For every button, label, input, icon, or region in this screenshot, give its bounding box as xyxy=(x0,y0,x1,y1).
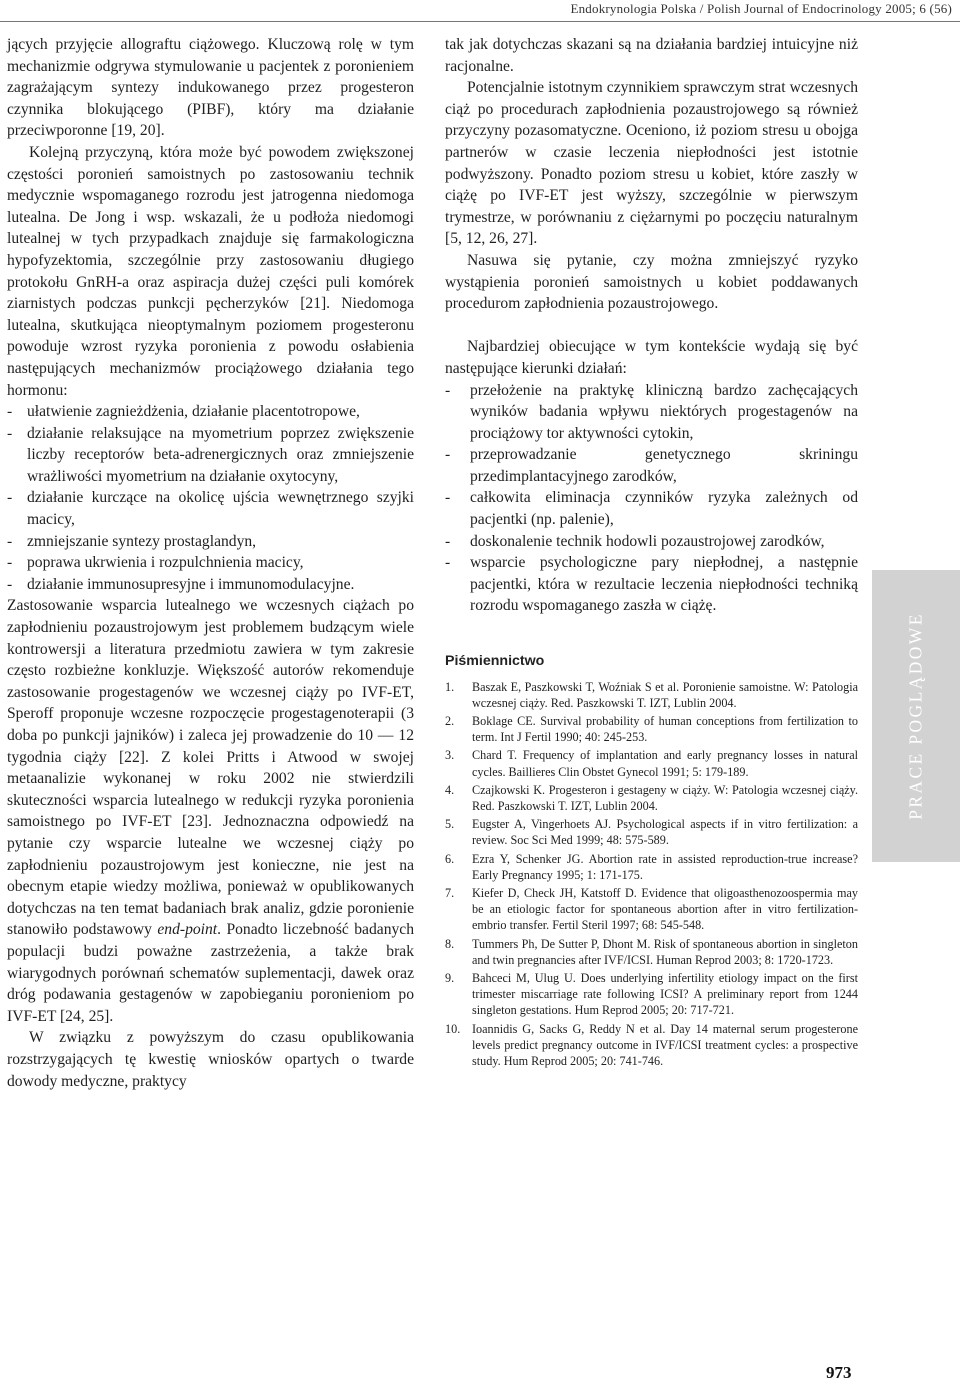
references-list xyxy=(445,679,858,1070)
reference-item xyxy=(445,816,858,848)
list-item-text: całkowita eliminacja czynników ryzyka zależnych od pacjentki (np. palenie), xyxy=(470,489,858,529)
list-item xyxy=(7,423,414,488)
dash-marker: - xyxy=(7,424,13,442)
reference-text: Chard T. Frequency of implantation and early pregnancy losses in natural cycles. Baillieres Clin Obstet Gynecol 1991; 5: 179-189. xyxy=(472,748,858,779)
reference-text: Kiefer D, Check JH, Katstoff D. Evidence that oligoasthenozoospermia may be an etiologic factor for spontaneous abortion after in vitro fertilization-embrio transfer. Fertil Steril 1997; 68: 545-548. xyxy=(472,886,858,933)
dash-marker: - xyxy=(7,489,13,507)
reference-number: 9. xyxy=(445,971,455,986)
reference-item xyxy=(445,936,858,968)
paragraph-text: Zastosowanie wsparcia lutealnego we wczesnych ciążach po zapłodnieniu pozaustrojowym jest problemem budzącym wiele kontrowersji a literatura przedmiotu zawiera w tym zakresie często rozbieżne konkluzje. Większość autorów rekomenduje zastosowanie progestagenów we wczesnej ciąży po IVF-ET, Speroff proponuje wczesne rozpoczęcie progestagenoterapii (3 doba po punkcji jajników) i zaleca jej prowadzenie do 10 — 12 tygodnia ciąży [22]. Z kolei Pritts i Atwood w swojej metaanalizie wykonanej w roku 2002 nie stwierdzili skuteczności wsparcia lutealnego w redukcji ryzyka poronienia samoistnego po IVF-ET [23]. Jednoznaczna odpowiedź na pytanie czy wsparcie lutealne we wczesnej ciąży po zapłodnieniu pozaustrojowym jest konieczne, nie jest na obecnym etapie wiedzy możliwa, ponieważ w opublikowanych dotychczas na ten temat badaniach brak analiz, gdzie poronienie stanowiło podstawowy xyxy=(7,597,414,939)
right-column xyxy=(445,34,858,1071)
reference-text: Tummers Ph, De Sutter P, Dhont M. Risk of spontaneous abortion in singleton and twin pregnancies after IVF/ICSI. Human Reprod 2003; 8: 1720-1723. xyxy=(472,936,858,967)
list-item-text: działanie immunosupresyjne i immunomodulacyjne. xyxy=(27,575,355,593)
paragraph-spacer xyxy=(445,617,858,639)
reference-number: 2. xyxy=(445,714,455,729)
list-item-text: wsparcie psychologiczne pary niepłodnej, a następnie pacjentki, która w rezultacie leczenia niepłodności techniką rozrodu wspomaganego zaszła w ciążę. xyxy=(470,554,858,615)
list-item xyxy=(7,401,414,423)
reference-number: 1. xyxy=(445,679,455,694)
reference-text: Ioannidis G, Sacks G, Reddy N et al. Day 14 maternal serum progesterone levels predict pregnancy outcome in IVF/ICSI treatment cycles: a prospective study. Hum Reprod 2005; 20: 741-746. xyxy=(472,1021,858,1069)
paragraph: Kolejną przyczyną, która może być powodem zwiększonej częstości poronień samoistnych po zastosowaniu technik medycznie wspomaganego rozrodu jest jatrogenna niedomoga lutealna. De Jong i wsp. wskazali, że u podłoża niedomogi lutealnej w tych przypadkach znajduje się farmakologiczna hypofyzektomia, szczególnie przy zastosowaniu długiego protokołu GnRH-a oraz aspiracja dużej części puli komórek ziarnistych podczas punkcji pęcherzyków [21]. Niedomoga lutealna, skutkująca nieoptymalnym poziomem progesteronu powoduje wzrost ryzyka poronienia z powodu osłabienia następujących mechanizmów prociążowego działania tego hormonu: xyxy=(7,143,414,399)
dash-marker: - xyxy=(7,532,13,550)
list-item xyxy=(445,552,858,617)
list-item xyxy=(445,380,858,445)
section-side-tab xyxy=(872,570,960,862)
reference-number: 6. xyxy=(445,851,455,866)
dash-marker: - xyxy=(445,489,451,507)
paragraph: Potencjalnie istotnym czynnikiem sprawczym strat wczesnych ciąż po procedurach zapłodnienia pozaustrojowego są również przyczyny pozasomatyczne. Oceniono, iż poziom stresu u obojga partnerów w czasie leczenia niepłodności jest istotnie podwyższony. Ponadto poziom stresu u kobiet, które zaszły w ciążę po IVF-ET jest wyższy, szczególnie w pierwszym trymestrze, w porównaniu z ciężarnymi po poczęciu naturalnym [5, 12, 26, 27]. xyxy=(445,79,858,248)
reference-item xyxy=(445,713,858,745)
reference-item xyxy=(445,747,858,779)
list-item-text: przeprowadzanie genetycznego skriningu przedimplantacyjnego zarodków, xyxy=(470,446,858,485)
paragraph-text: . Ponadto liczebność badanych populacji budzi poważne zastrzeżenia, a także brak wiarygodnych porównań schematów suplementacji, dawek oraz dróg podawania gestagenów w zapobieganiu poronieniom po IVF-ET [24, 25]. xyxy=(7,921,415,1025)
reference-number: 8. xyxy=(445,936,455,951)
reference-item xyxy=(445,679,858,711)
reference-text: Boklage CE. Survival probability of human conceptions from fertilization to term. Int J Fertil 1990; 40: 245-253. xyxy=(472,714,858,745)
list-item-text: doskonalenie technik hodowli pozaustrojowej zarodków, xyxy=(470,532,825,550)
mechanisms-list xyxy=(7,401,414,595)
list-item xyxy=(7,552,414,574)
paragraph xyxy=(7,595,414,1027)
reference-number: 5. xyxy=(445,817,455,832)
section-label: PRACE POGLĄDOWE xyxy=(905,612,926,820)
reference-item xyxy=(445,851,858,883)
dash-marker: - xyxy=(7,403,13,421)
dash-marker: - xyxy=(445,381,451,399)
reference-item xyxy=(445,782,858,814)
list-item-text: poprawa ukrwienia i rozpulchnienia macicy, xyxy=(27,554,304,572)
list-item-text: przełożenie na praktykę kliniczną bardzo zachęcających wyników badania wpływu niektórych progestagenów na prociążowy tor aktywności cytokin, xyxy=(470,381,858,442)
reference-item xyxy=(445,1021,858,1070)
list-item xyxy=(445,531,858,553)
journal-citation: Endokrynologia Polska / Polish Journal of Endocrinology 2005; 6 (56) xyxy=(570,1,952,16)
reference-text: Czajkowski K. Progesteron i gestageny w ciąży. W: Patologia wczesnej ciąży. Red. Paszkowski T. IZT, Lublin 2004. xyxy=(472,782,858,814)
list-item xyxy=(7,574,414,596)
paragraph: W związku z powyższym do czasu opublikowania rozstrzygających tę kwestię wniosków opartych o twarde dowody medyczne, praktycy xyxy=(7,1029,414,1090)
reference-item xyxy=(445,970,858,1019)
references-heading: Piśmiennictwo xyxy=(445,652,545,669)
reference-text: Bahceci M, Ulug U. Does underlying infertility etiology impact on the first trimester miscarriage rate following ICSI? A preliminary report from 1244 singleton gestations. Hum Reprod 2005; 20: 717-721. xyxy=(472,971,858,1018)
italic-term: end-point xyxy=(157,921,218,939)
header-rule xyxy=(0,21,960,22)
directions-list xyxy=(445,380,858,618)
page-number: 973 xyxy=(826,1363,852,1382)
list-item-text: ułatwienie zagnieżdżenia, działanie placentotropowe, xyxy=(27,403,360,421)
reference-text: Baszak E, Paszkowski T, Woźniak S et al. Poronienie samoistne. W: Patologia wczesnej ciąży. Red. Paszkowski T. IZT, Lublin 2004. xyxy=(472,679,858,710)
paragraph: Najbardziej obiecujące w tym kontekście wydają się być następujące kierunki działań: xyxy=(445,338,858,377)
reference-text: Eugster A, Vingerhoets AJ. Psychological aspects if in vitro fertilization: a review. Soc Sci Med 1999; 48: 575-589. xyxy=(472,817,858,848)
list-item xyxy=(445,444,858,487)
reference-number: 7. xyxy=(445,886,455,901)
paragraph: tak jak dotychczas skazani są na działania bardziej intuicyjne niż racjonalne. xyxy=(445,36,858,75)
reference-text: Ezra Y, Schenker JG. Abortion rate in assisted reproduction-true increase? Early Pregnancy 1995; 1: 171-175. xyxy=(472,851,858,882)
reference-number: 10. xyxy=(445,1021,461,1036)
dash-marker: - xyxy=(445,532,451,550)
running-header xyxy=(0,0,960,24)
dash-marker: - xyxy=(445,446,451,464)
list-item xyxy=(7,531,414,553)
reference-item xyxy=(445,885,858,934)
list-item xyxy=(7,487,414,530)
paragraph: jących przyjęcie allograftu ciążowego. Kluczową rolę w tym mechanizmie odgrywa stymulowanie u pacjentek z poronieniem zagrażającym syntezy indukowanego przez progesteron czynnika blokującego (PIBF), który ma działanie przeciwporonne [19, 20]. xyxy=(7,36,414,140)
dash-marker: - xyxy=(445,554,451,572)
dash-marker: - xyxy=(7,575,13,593)
list-item-text: działanie relaksujące na myometrium poprzez zwiększenie liczby receptorów beta-adrenergicznych oraz zmniejszenie wrażliwości myometrium na działanie oxytocyny, xyxy=(27,424,414,485)
left-column xyxy=(7,34,414,1092)
reference-number: 3. xyxy=(445,748,455,763)
paragraph-spacer xyxy=(445,315,858,337)
list-item-text: zmniejszanie syntezy prostaglandyn, xyxy=(27,532,257,550)
paragraph: Nasuwa się pytanie, czy można zmniejszyć ryzyko wystąpienia poronień samoistnych u kobiet poddawanych procedurom zapłodnienia pozaustrojowego. xyxy=(445,251,858,313)
list-item-text: działanie kurczące na okolicę ujścia wewnętrznego szyjki macicy, xyxy=(27,489,414,529)
list-item xyxy=(445,487,858,530)
dash-marker: - xyxy=(7,554,13,572)
reference-number: 4. xyxy=(445,782,455,797)
